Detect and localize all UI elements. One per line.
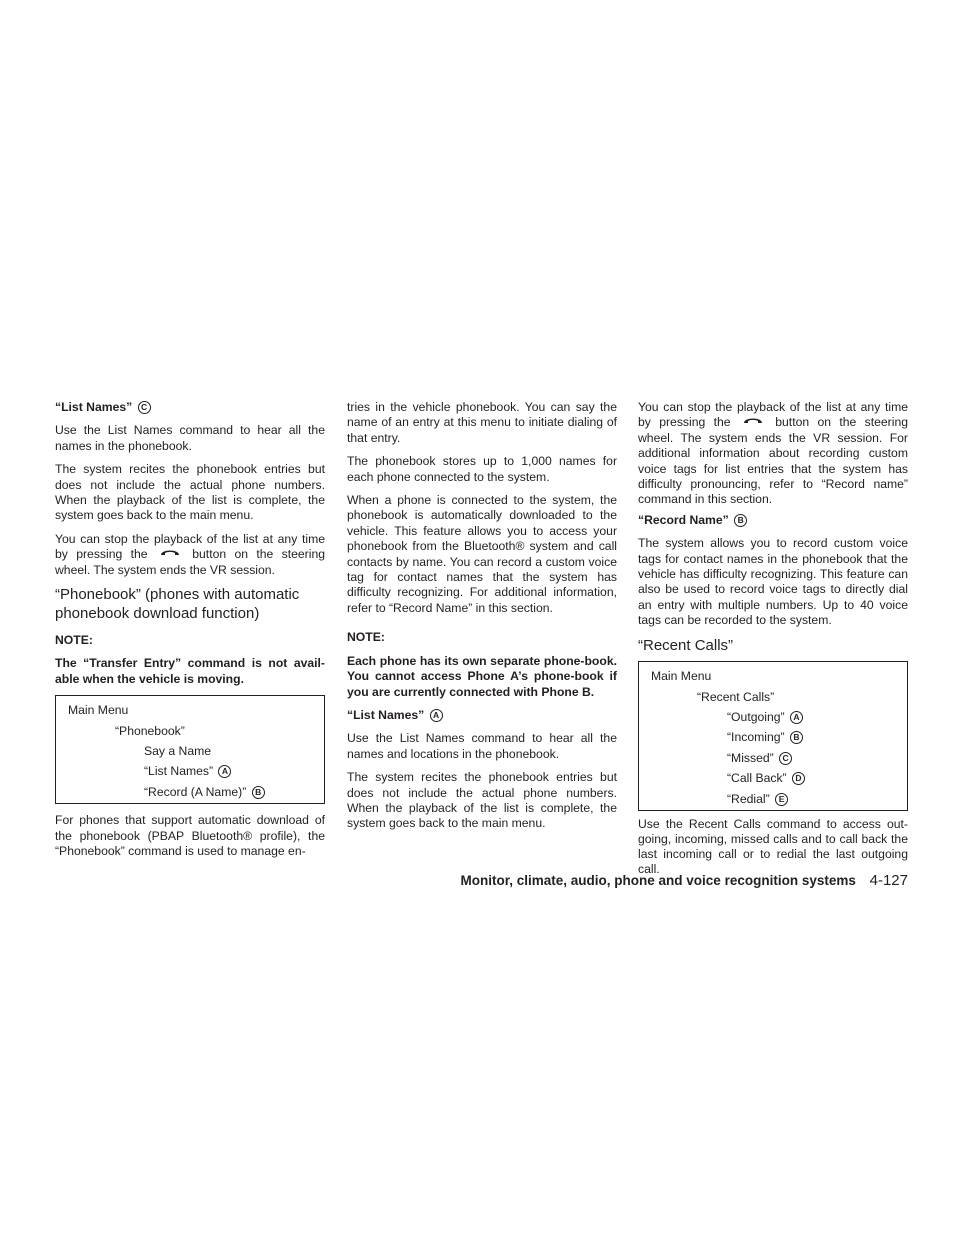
paragraph: The system allows you to record custom voice tags for contact names in the phonebook that the vehicle has difficulty recognizing. This feature can also be used to record voice tags to directly dial an entry with multiple numbers. Up to 40 voice tags can be recorded to the system. [638, 536, 908, 628]
letter-d-icon: D [792, 772, 805, 785]
column-2 [347, 400, 617, 840]
menu-say-a-name: Say a Name [144, 744, 212, 759]
phonebook-menu-box [55, 695, 325, 804]
paragraph: The system recites the phonebook entries but does not include the actual phone numbers. When the playback of the list is complete, the system goes back to the main menu. [55, 462, 325, 523]
menu-outgoing: “Outgoing” A [651, 708, 897, 728]
note-label: NOTE: [347, 630, 385, 645]
paragraph: You can stop the playback of the list at any time by pressing the button on the steering wheel. The system ends the VR session. For additional information about recording custom voice tags for list entries that the system has difficulty pronouncing, refer to “Record name” command in this section. [638, 400, 909, 507]
paragraph: Use the List Names command to hear all the names and locations in the phonebook. [347, 731, 617, 761]
menu-main: Main Menu [68, 703, 129, 718]
note-text: The “Transfer Entry” command is not avail-able when the vehicle is moving. [55, 656, 325, 686]
phone-handset-icon [160, 547, 180, 556]
letter-a-icon: A [790, 711, 803, 724]
list-names-heading: “List Names” A [347, 708, 617, 723]
menu-record-name: “Record (A Name)” B [68, 783, 314, 803]
paragraph: The phonebook stores up to 1,000 names for each phone connected to the system. [347, 454, 617, 484]
paragraph: For phones that support automatic download of the phonebook (PBAP Bluetooth® profile), the “Phonebook” command is used to manage en- [55, 813, 325, 859]
letter-e-icon: E [775, 793, 788, 806]
letter-a-icon: A [218, 765, 231, 778]
column-1 [55, 400, 325, 867]
menu-redial: “Redial” E [651, 790, 897, 810]
menu-list-names: “List Names” A [68, 762, 314, 782]
menu-missed: “Missed” C [651, 749, 897, 769]
section-title-recent-calls: “Recent Calls” [638, 636, 734, 654]
list-names-heading: “List Names” C [55, 400, 325, 415]
note-label: NOTE: [55, 633, 93, 648]
letter-c-icon: C [138, 401, 151, 414]
column-3 [638, 400, 908, 885]
section-title-phonebook: “Phonebook” (phones with automatic phonebook download function) [55, 586, 300, 622]
paragraph: The system recites the phonebook entries but does not include the actual phone numbers. When the playback of the list is complete, the system goes back to the main menu. [347, 770, 617, 831]
menu-phonebook: “Phonebook” [115, 723, 185, 738]
menu-recent-calls: “Recent Calls” [697, 689, 775, 704]
letter-b-icon: B [790, 731, 803, 744]
paragraph: When a phone is connected to the system, the phonebook is automatically downloaded to the vehicle. This feature allows you to access your phonebook from the Bluetooth® system and call contacts by name. You can record a custom voice tag for contact names that the system has difficulty recognizing. For additional information, refer to “Record Name” in this section. [347, 493, 617, 615]
recent-calls-menu-box [638, 661, 908, 811]
menu-main: Main Menu [651, 669, 712, 684]
letter-b-icon: B [734, 514, 747, 527]
menu-call-back: “Call Back” D [651, 769, 897, 789]
page-footer [300, 872, 908, 890]
phone-handset-icon [743, 415, 763, 424]
letter-a-icon: A [430, 709, 443, 722]
paragraph: Use the List Names command to hear all the names in the phonebook. [55, 423, 325, 453]
letter-c-icon: C [779, 752, 792, 765]
menu-incoming: “Incoming” B [651, 728, 897, 748]
note-text: Each phone has its own separate phone-book. You cannot access Phone A’s phone-book if you are currently connected with Phone B. [347, 653, 617, 699]
letter-b-icon: B [252, 786, 265, 799]
footer-title: Monitor, climate, audio, phone and voice recognition systems [460, 873, 856, 888]
record-name-heading: “Record Name” B [638, 513, 908, 528]
paragraph: Use the Recent Calls command to access out-going, incoming, missed calls and to call back the last incoming call or to redial the last outgoing call. [638, 816, 908, 876]
paragraph: You can stop the playback of the list at any time by pressing the button on the steering wheel. The system ends the VR session. [55, 531, 326, 577]
paragraph: tries in the vehicle phonebook. You can say the name of an entry at this menu to initiate dialing of that entry. [347, 400, 617, 445]
page-number: 4-127 [869, 872, 908, 889]
